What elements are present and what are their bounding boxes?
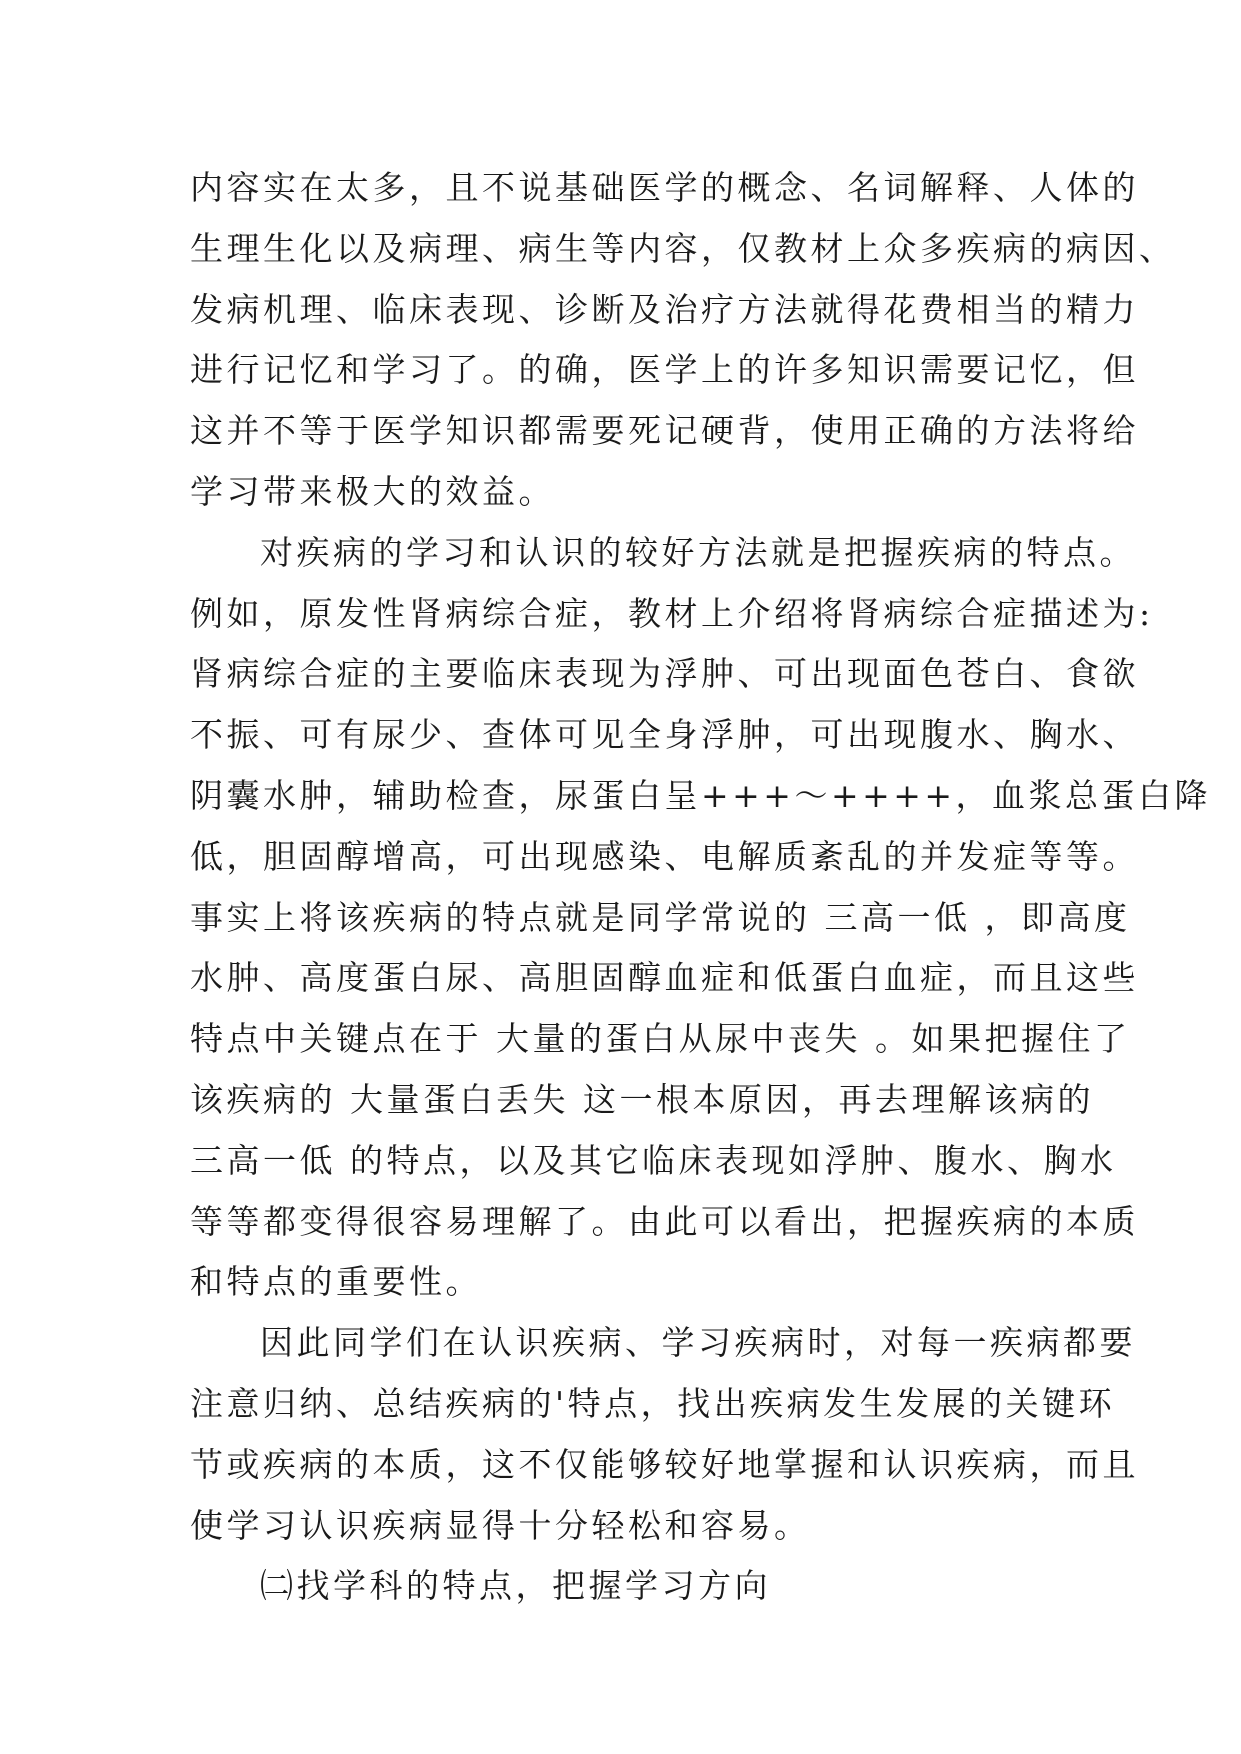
text-line: 事实上将该疾病的特点就是同学常说的 三高一低 ，即高度	[190, 897, 1131, 937]
text-line: 三高一低 的特点，以及其它临床表现如浮肿、腹水、胸水	[190, 1140, 1117, 1180]
text-line: 水肿、高度蛋白尿、高胆固醇血症和低蛋白血症，而且这些	[190, 958, 1139, 998]
text-line: 生理生化以及病理、病生等内容，仅教材上众多疾病的病因、	[190, 228, 1176, 268]
text-line: 进行记忆和学习了。的确，医学上的许多知识需要记忆，但	[190, 350, 1139, 390]
text-line: 使学习认识疾病显得十分轻松和容易。	[190, 1505, 811, 1545]
text-line: 不振、可有尿少、查体可见全身浮肿，可出现腹水、胸水、	[190, 715, 1139, 755]
text-line: 例如，原发性肾病综合症，教材上介绍将肾病综合症描述为:	[190, 593, 1154, 633]
text-line: 学习带来极大的效益。	[190, 471, 555, 511]
text-line: 低，胆固醇增高，可出现感染、电解质紊乱的并发症等等。	[190, 836, 1139, 876]
text-line: 注意归纳、总结疾病的'特点，找出疾病发生发展的关键环	[190, 1383, 1116, 1423]
text-line: 阴囊水肿，辅助检查，尿蛋白呈+++～++++，血浆总蛋白降	[190, 775, 1212, 815]
paragraph-start-line: 因此同学们在认识疾病、学习疾病时，对每一疾病都要	[260, 1323, 1136, 1363]
text-line: 这并不等于医学知识都需要死记硬背，使用正确的方法将给	[190, 411, 1139, 451]
text-line: 特点中关键点在于 大量的蛋白从尿中丧失 。如果把握住了	[190, 1019, 1131, 1059]
text-line: 肾病综合症的主要临床表现为浮肿、可出现面色苍白、食欲	[190, 654, 1139, 694]
text-line: 发病机理、临床表现、诊断及治疗方法就得花费相当的精力	[190, 289, 1139, 329]
text-line: 等等都变得很容易理解了。由此可以看出，把握疾病的本质	[190, 1201, 1139, 1241]
text-line: 该疾病的 大量蛋白丢失 这一根本原因，再去理解该病的	[190, 1079, 1094, 1119]
text-line: 节或疾病的本质，这不仅能够较好地掌握和认识疾病，而且	[190, 1444, 1139, 1484]
body-text	[190, 158, 1212, 1617]
paragraph-start-line: 对疾病的学习和认识的较好方法就是把握疾病的特点。	[260, 532, 1136, 572]
text-line: 内容实在太多，且不说基础医学的概念、名词解释、人体的	[190, 168, 1139, 207]
text-line: 和特点的重要性。	[190, 1262, 482, 1302]
section-heading: ㈡找学科的特点，把握学习方向	[260, 1566, 771, 1606]
